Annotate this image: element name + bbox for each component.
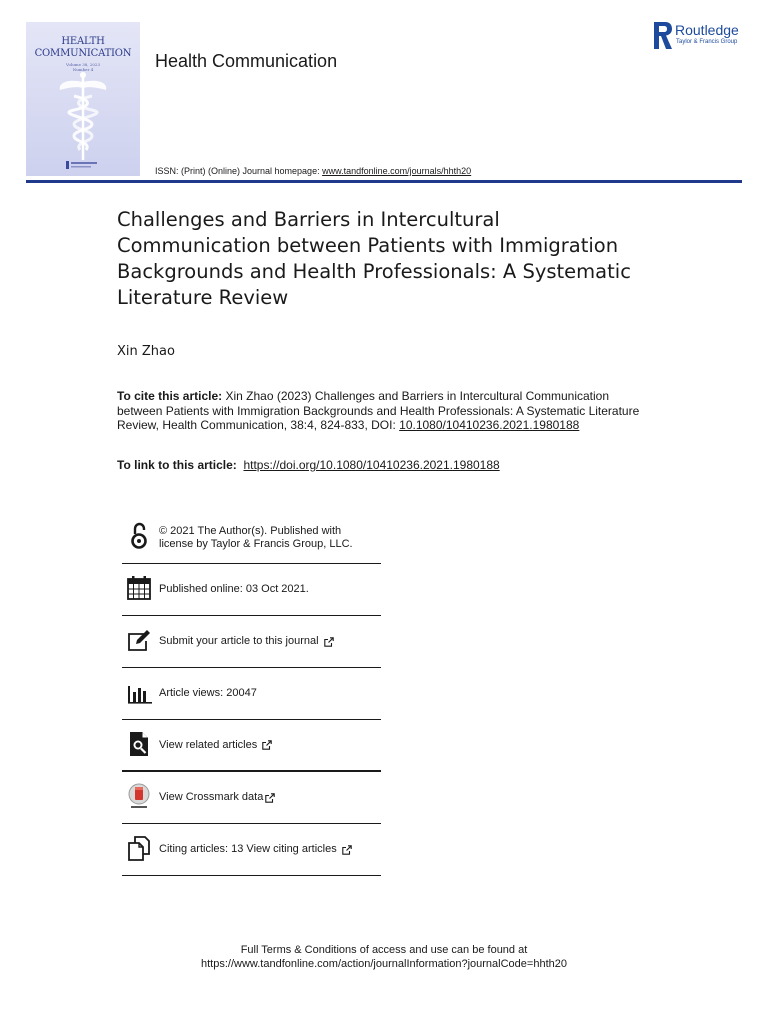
article-link-line <box>117 458 500 472</box>
cover-title: HEALTH COMMUNICATION <box>34 36 132 59</box>
submit-article-link[interactable]: Submit your article to this journal <box>159 616 379 667</box>
publisher-logo <box>654 22 746 50</box>
view-crossmark-link[interactable]: View Crossmark data <box>159 772 379 823</box>
article-views: Article views: 20047 <box>159 687 257 700</box>
publisher-subtitle: Taylor & Francis Group <box>676 39 738 45</box>
issn-label: ISSN: (Print) (Online) Journal homepage: <box>155 166 323 176</box>
terms-url[interactable]: https://www.tandfonline.com/action/journalInformation?journalCode=hhth20 <box>201 958 567 970</box>
article-author: Xin Zhao <box>117 344 175 359</box>
edit-icon <box>126 626 152 654</box>
external-link-icon <box>324 637 334 647</box>
citing-articles-icon <box>126 834 152 862</box>
terms-line: Full Terms & Conditions of access and use can be found at <box>240 944 528 956</box>
external-link-icon <box>265 793 275 803</box>
external-link-icon <box>342 845 352 855</box>
link-label: To link to this article: <box>117 458 237 472</box>
journal-cover-image <box>26 22 140 176</box>
open-access-icon <box>126 522 152 550</box>
submit-item[interactable] <box>122 616 381 668</box>
journal-homepage-link[interactable]: www.tandfonline.com/journals/hhth20 <box>322 166 472 176</box>
view-related-articles-link[interactable]: View related articles <box>159 720 379 770</box>
citation-block <box>117 389 647 433</box>
published-item <box>122 564 381 616</box>
cover-volume: Volume 38, 2023 Number 4 <box>65 62 101 72</box>
header-divider <box>26 180 742 183</box>
search-document-icon <box>126 730 152 758</box>
related-item[interactable] <box>122 720 381 772</box>
license-item <box>122 512 381 564</box>
article-title: Challenges and Barriers in Intercultural Communication between Patients with Immigration Backgrounds and Health Professionals: A Systematic Literature Review <box>117 208 631 309</box>
doi-link[interactable]: 10.1080/10410236.2021.1980188 <box>399 418 580 433</box>
cite-text: Xin Zhao (2023) Challenges and Barriers in Intercultural Communication between Patients with Immigration Backgrounds and Health Professionals: A Systematic Literature Review, Health Communication, 38:4, 824-833, DOI: <box>117 389 640 433</box>
citing-articles-link[interactable]: Citing articles: 13 View citing articles <box>159 824 379 875</box>
cover-publisher-logo <box>66 160 100 170</box>
published-date: Published online: 03 Oct 2021. <box>159 583 309 596</box>
views-item <box>122 668 381 720</box>
crossmark-item[interactable] <box>122 772 381 824</box>
routledge-logo-icon <box>654 22 672 49</box>
article-doi-url-link[interactable]: https://doi.org/10.1080/10410236.2021.1980188 <box>243 458 500 472</box>
citing-item[interactable] <box>122 824 381 876</box>
article-info-list <box>122 512 381 876</box>
bar-chart-icon <box>126 678 152 706</box>
license-text: © 2021 The Author(s). Published with license by Taylor & Francis Group, LLC. <box>159 525 353 550</box>
external-link-icon <box>262 740 272 750</box>
crossmark-icon <box>126 782 152 810</box>
cite-label: To cite this article: <box>117 389 223 403</box>
journal-name: Health Communication <box>155 51 338 71</box>
calendar-icon <box>126 574 152 602</box>
caduceus-icon <box>56 68 110 164</box>
publisher-name: Routledge <box>675 22 739 38</box>
terms-footer <box>0 943 768 971</box>
issn-line <box>155 166 471 176</box>
